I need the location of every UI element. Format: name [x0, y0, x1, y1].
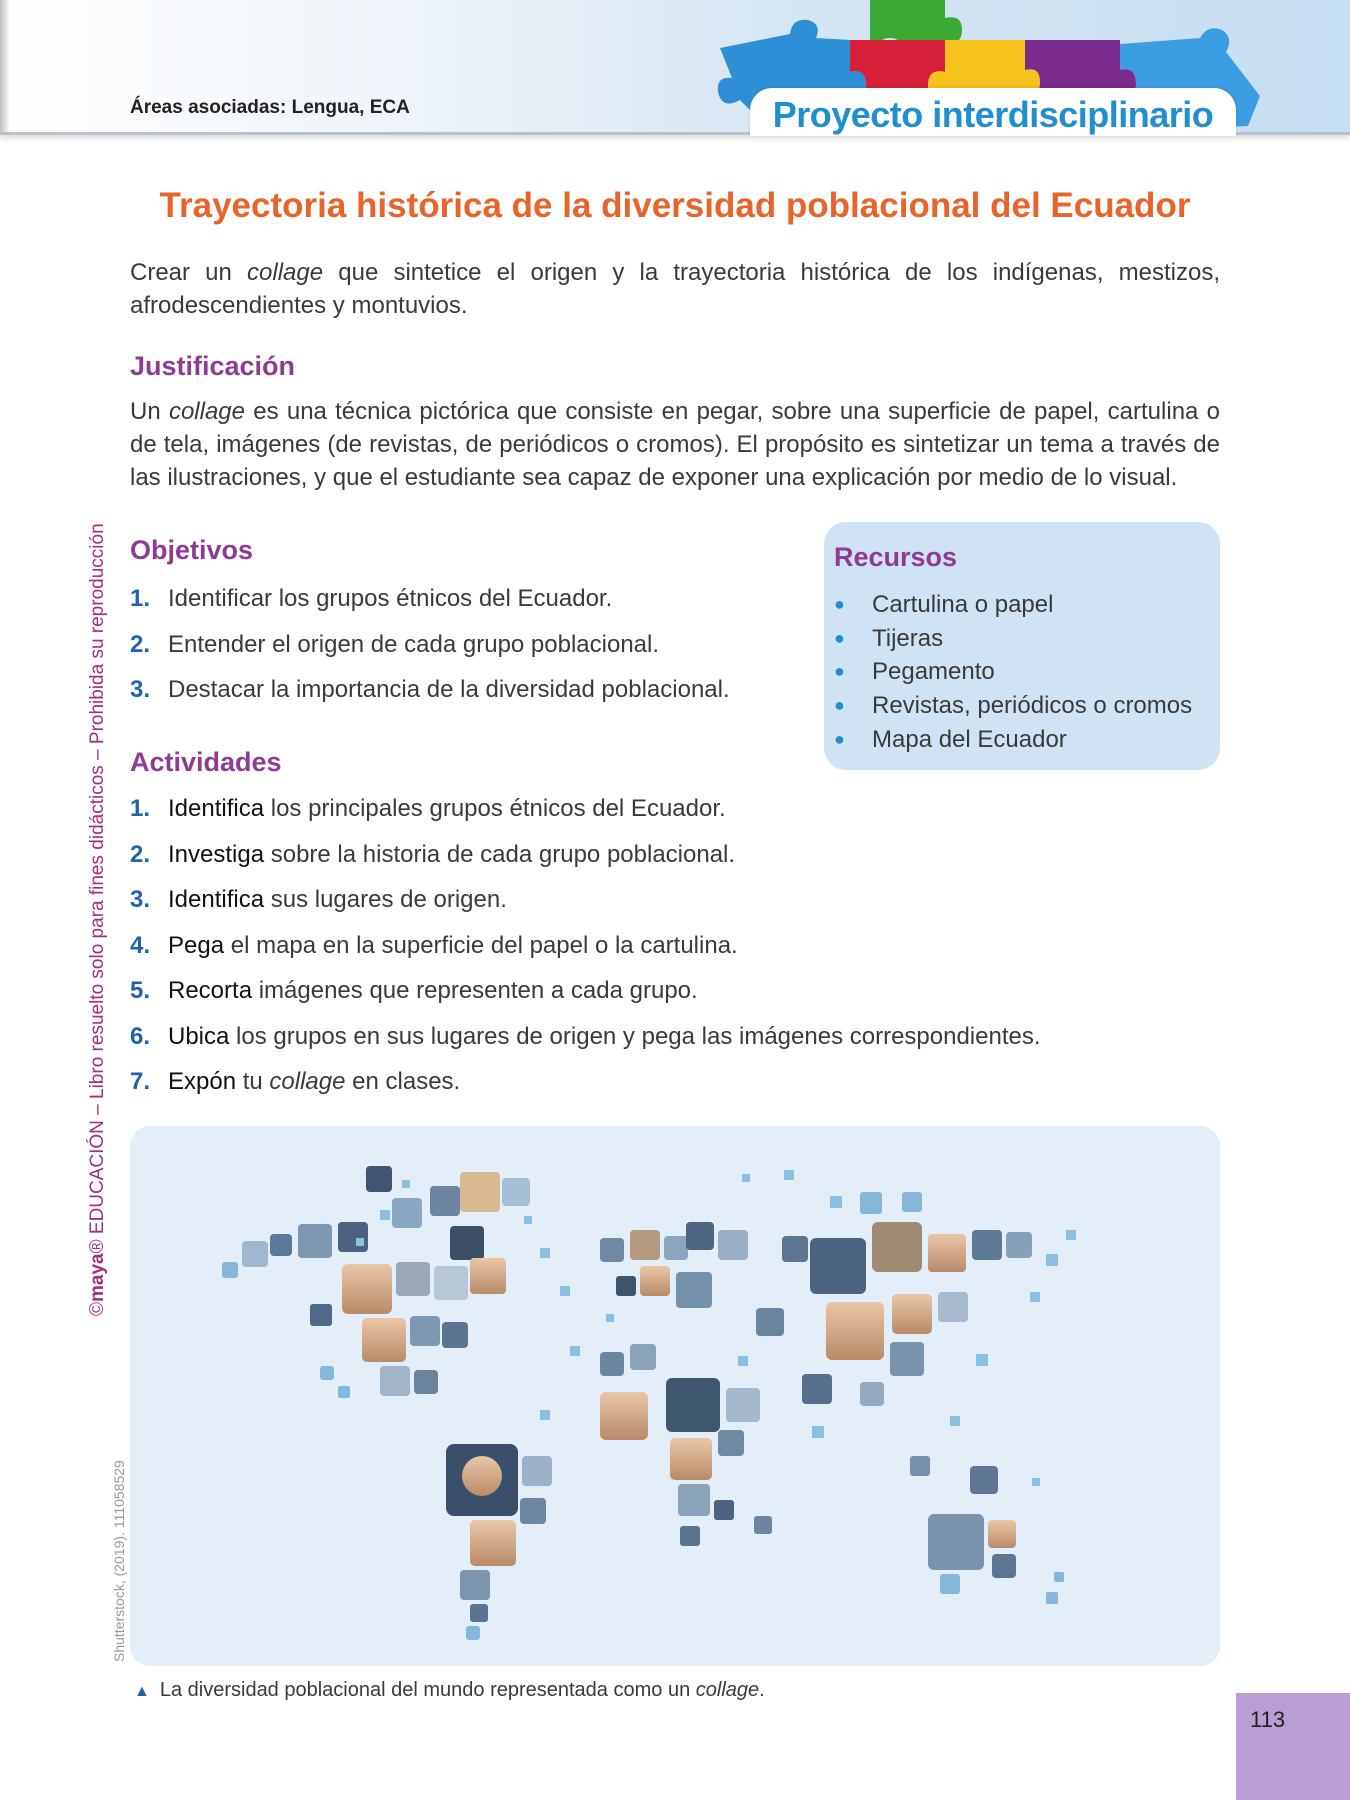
item-text-rest: en clases. — [345, 1068, 461, 1095]
justificacion-paragraph — [130, 395, 1220, 494]
item-emphasis: collage — [269, 1068, 346, 1095]
list-item — [834, 723, 1192, 757]
figure-caption — [134, 1679, 765, 1702]
item-verb: Ubica — [168, 1022, 230, 1050]
project-title: Proyecto interdisciplinario — [772, 94, 1214, 135]
item-text: sobre la historia de cada grupo poblacional. — [264, 840, 736, 868]
list-item — [834, 689, 1192, 723]
list-item — [834, 655, 1192, 689]
just-emphasis: collage — [168, 398, 245, 425]
item-number: 4. — [130, 931, 151, 959]
item-verb: Identifica — [168, 795, 265, 822]
page-number: 113 — [1250, 1707, 1286, 1732]
africa-collage — [600, 1344, 772, 1546]
page-title: Trayectoria histórica de la diversidad poblacional del Ecuador — [159, 186, 1191, 225]
item-text: Cartulina o papel — [872, 591, 1054, 618]
item-number: 5. — [130, 977, 151, 1004]
brand-name: maya — [87, 1253, 108, 1302]
actividades-heading: Actividades — [130, 747, 282, 777]
just-text: Un — [130, 398, 169, 425]
intro-emphasis: collage — [247, 259, 324, 286]
south-america-collage — [446, 1444, 552, 1640]
list-item — [130, 838, 1041, 884]
item-number: 3. — [130, 676, 151, 703]
header-shadow — [0, 0, 10, 132]
item-text: Tijeras — [872, 624, 944, 652]
item-text: Entender el origen de cada grupo poblacional. — [168, 630, 660, 658]
intro-paragraph — [130, 256, 1220, 322]
just-text-rest: es una técnica pictórica que consiste en pegar, sobre una superficie de papel, cartulina o de tela, imágenes (de revistas, de periódicos o cromos). El propósito es sintetizar un tema a través de las ilustraciones, y que el estudiante sea capaz de exponer una explicación por medio de lo visual. — [130, 398, 1220, 491]
world-map-collage — [130, 1126, 1220, 1666]
australia-collage — [928, 1514, 1064, 1604]
list-item — [130, 883, 1041, 929]
associated-areas: Áreas asociadas: Lengua, ECA — [130, 97, 410, 118]
list-item — [130, 1065, 1041, 1111]
list-item — [834, 588, 1192, 622]
item-verb: Identifica — [168, 886, 265, 913]
item-text: tu — [236, 1068, 270, 1095]
resources-list — [834, 588, 1192, 757]
europe-collage — [600, 1222, 808, 1308]
world-map-image — [130, 1126, 1220, 1666]
caption-text-end: . — [759, 1679, 765, 1701]
item-number: 2. — [130, 840, 151, 868]
item-number: 1. — [130, 795, 151, 822]
intro-text: Crear un — [130, 259, 248, 286]
copyright-text: EDUCACIÓN – Libro resuelto solo para fines didácticos – Prohibida su reproducción — [87, 523, 108, 1235]
justificacion-heading: Justificación — [130, 351, 296, 381]
item-number: 1. — [130, 585, 151, 612]
item-number: 3. — [130, 886, 151, 913]
item-text: Destacar la importancia de la diversidad poblacional. — [168, 676, 730, 703]
objetivos-heading: Objetivos — [130, 535, 254, 565]
item-verb: Pega — [168, 931, 225, 959]
list-item — [834, 622, 1192, 656]
item-text: imágenes que representen a cada grupo. — [252, 977, 698, 1004]
list-item — [130, 929, 1041, 975]
list-item — [130, 673, 730, 719]
item-text: sus lugares de origen. — [264, 886, 507, 913]
caption-text: La diversidad poblacional del mundo representada como un — [159, 1679, 696, 1701]
objetivos-list — [130, 582, 730, 719]
list-item — [130, 974, 1041, 1020]
item-text: Identificar los grupos étnicos del Ecuador. — [168, 585, 613, 612]
bullet-icon: ● — [834, 661, 845, 682]
item-number: 6. — [130, 1022, 151, 1050]
item-text: Revistas, periódicos o cromos — [872, 692, 1193, 720]
bullet-icon: ● — [834, 695, 845, 716]
item-text: los principales grupos étnicos del Ecuador. — [264, 795, 726, 822]
actividades-list — [130, 792, 1041, 1111]
item-text: Pegamento — [872, 658, 995, 686]
north-america-collage — [222, 1166, 530, 1398]
copyright-notice: ©maya® EDUCACIÓN – Libro resuelto solo para fines didácticos – Prohibida su reproducción — [87, 523, 108, 1316]
list-item — [130, 1020, 1041, 1066]
intro-text-rest: que sintetice el origen y la trayectoria histórica de los indígenas, mestizos, afrodescendientes y montuvios. — [130, 259, 1221, 319]
bullet-icon: ● — [834, 627, 845, 648]
item-text: los grupos en sus lugares de origen y pega las imágenes correspondientes. — [229, 1022, 1041, 1050]
list-item — [130, 582, 730, 628]
recursos-heading: Recursos — [834, 542, 958, 572]
page-header — [0, 0, 1350, 135]
item-verb: Investiga — [168, 840, 265, 868]
item-text: Mapa del Ecuador — [872, 725, 1067, 753]
list-item — [130, 628, 730, 674]
item-text: el mapa en la superficie del papel o la cartulina. — [224, 931, 738, 959]
item-verb: Expón — [168, 1068, 237, 1095]
page-number-tab — [1236, 1693, 1350, 1800]
bullet-icon: ● — [834, 594, 845, 614]
triangle-icon: ▲ — [134, 1683, 150, 1700]
item-verb: Recorta — [168, 977, 253, 1004]
image-credit: Shutterstock, (2019). 111058529 — [111, 1460, 127, 1662]
resources-box — [824, 522, 1220, 770]
bullet-icon: ● — [834, 728, 845, 749]
item-number: 7. — [130, 1068, 151, 1095]
caption-emphasis: collage — [695, 1679, 760, 1701]
list-item — [130, 792, 1041, 838]
item-number: 2. — [130, 630, 151, 658]
